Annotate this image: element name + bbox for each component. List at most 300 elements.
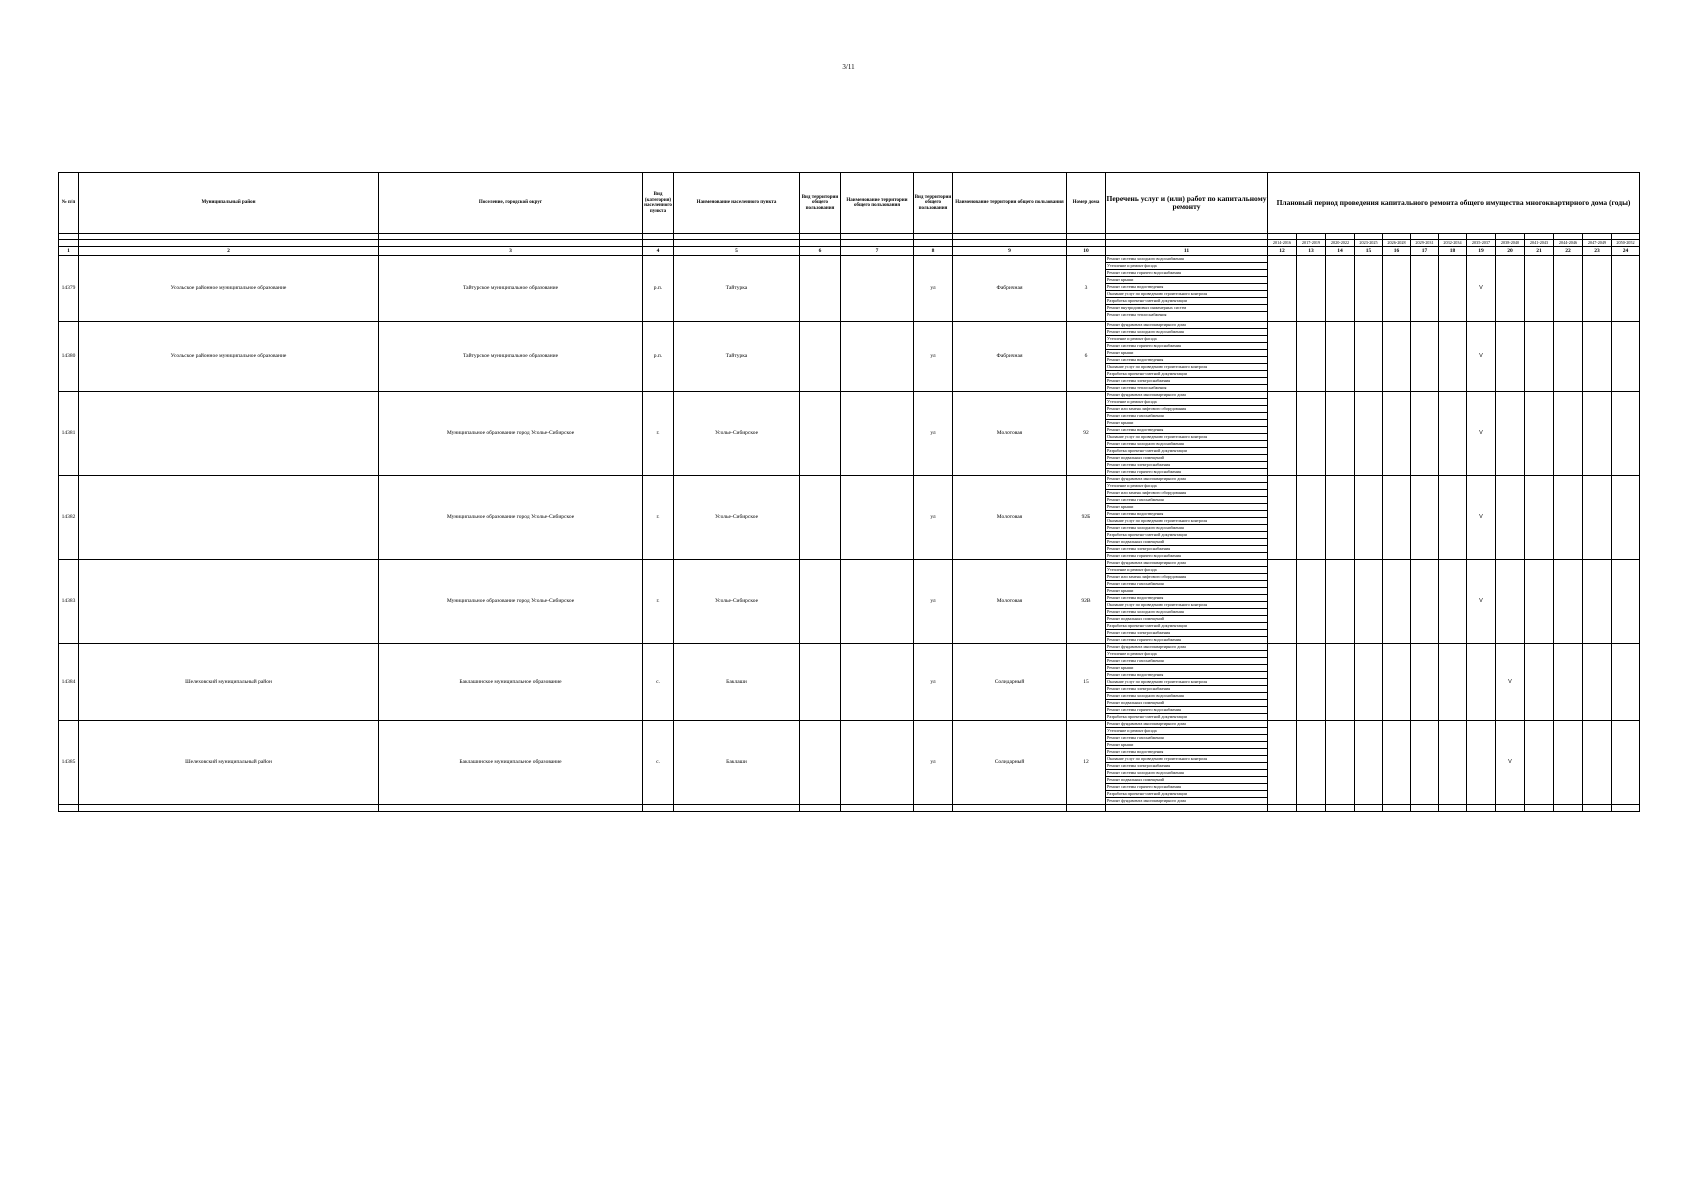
years-row [59,240,1640,247]
work-item: Ремонт крыши [1106,277,1267,284]
years-empty-cell [379,240,643,247]
year-period-label: 2014-2016 [1268,240,1297,247]
period-cell [1268,721,1297,805]
period-cell [1583,256,1612,322]
street-name: Фабричная [953,256,1067,322]
street-type: ул [914,322,953,392]
years-empty-cell [1106,240,1268,247]
years-empty-cell [59,240,79,247]
header-locality: Наименование населенного пункта [674,173,800,234]
year-period-label: 2035-2037 [1467,240,1496,247]
header-plan-period: Плановый период проведения капитального ремонта общего имущества многоквартирного дома (годы) [1268,173,1640,234]
locality-type: р.п. [643,322,674,392]
continued-cell [1554,805,1583,812]
year-period-label: 2026-2028 [1383,240,1411,247]
row-number: 14379 [59,256,79,322]
row-number: 14381 [59,392,79,476]
street-name: Солидарный [953,644,1067,721]
header-locality-type: Вид (категория) населенного пункта [643,173,674,234]
territory-type [800,322,841,392]
period-cell [1411,322,1439,392]
work-item: Утепление и ремонт фасада [1106,336,1267,343]
work-item: Ремонт фундамента многоквартирного дома [1106,560,1267,567]
work-item: Ремонт системы водоотведения [1106,284,1267,291]
column-number: 12 [1268,247,1297,256]
continued-cell [1297,805,1326,812]
street-type: ул [914,560,953,644]
year-period-label: 2041-2043 [1525,240,1554,247]
continued-cell [1106,805,1268,812]
period-cell [1297,392,1326,476]
work-item: Ремонт системы горячего водоснабжения [1106,784,1267,791]
table-row [59,476,1640,560]
period-cell [1326,476,1355,560]
period-cell [1612,476,1640,560]
header-district: Муниципальный район [79,173,379,234]
work-item: Оказание услуг по проведению строительного контроля [1106,291,1267,298]
work-item: Ремонт фундамента многоквартирного дома [1106,322,1267,329]
page-number: 3/11 [842,63,855,71]
period-cell [1326,644,1355,721]
work-item: Ремонт системы горячего водоснабжения [1106,707,1267,714]
work-item: Ремонт системы газоснабжения [1106,658,1267,665]
district-name: Усольское районное муниципальное образование [79,322,379,392]
street-type: ул [914,644,953,721]
work-item: Ремонт фундамента многоквартирного дома [1107,798,1186,803]
house-number: 15 [1067,644,1106,721]
work-item: Ремонт системы электроснабжения [1106,686,1267,693]
work-item: Ремонт подвальных помещений [1106,700,1267,707]
period-cell [1439,560,1467,644]
work-item: Ремонт системы холодного водоснабжения [1106,609,1267,616]
row-number: 14385 [59,721,79,805]
locality-name: Усолье-Сибирское [674,560,800,644]
period-cell [1268,322,1297,392]
territory-name [841,476,914,560]
locality-name: Усолье-Сибирское [674,392,800,476]
planned-period-mark: V [1467,392,1496,476]
locality-name: Тайтурка [674,322,800,392]
work-item: Ремонт системы газоснабжения [1106,497,1267,504]
period-cell [1612,721,1640,805]
work-item: Ремонт системы водоотведения [1106,357,1267,364]
settlement-name: Тайтурское муниципальное образование [379,256,643,322]
continued-cell [800,805,841,812]
work-item: Оказание услуг по проведению строительного контроля [1106,364,1267,371]
work-item: Разработка проектно-сметной документации [1106,791,1267,798]
locality-type: с. [643,721,674,805]
street-name: Молотовая [953,476,1067,560]
territory-type [800,476,841,560]
year-period-label: 2020-2022 [1326,240,1355,247]
period-cell [1297,322,1326,392]
work-item: Ремонт системы горячего водоснабжения [1106,270,1267,277]
column-number: 9 [953,247,1067,256]
continued-cell [79,805,379,812]
work-item: Ремонт крыши [1106,588,1267,595]
territory-name [841,560,914,644]
period-cell [1383,721,1411,805]
period-cell [1439,322,1467,392]
period-cell [1326,322,1355,392]
work-item: Утепление и ремонт фасада [1106,399,1267,406]
settlement-name: Муниципальное образование город Усолье-Сибирское [379,392,643,476]
period-cell [1411,256,1439,322]
work-item: Ремонт крыши [1106,504,1267,511]
continued-cell [1355,805,1383,812]
planned-period-mark: V [1467,476,1496,560]
work-item: Ремонт крыши [1106,350,1267,357]
table-row [59,721,1640,805]
column-number: 13 [1297,247,1326,256]
work-item: Ремонт системы холодного водоснабжения [1106,329,1267,336]
work-item: Ремонт системы газоснабжения [1106,413,1267,420]
work-item: Ремонт системы горячего водоснабжения [1107,637,1181,642]
work-item: Ремонт системы холодного водоснабжения [1106,441,1267,448]
continued-cell [1467,805,1496,812]
locality-type: г. [643,392,674,476]
period-cell [1383,322,1411,392]
works-list [1106,560,1268,644]
column-number: 15 [1355,247,1383,256]
work-item: Утепление и ремонт фасада [1106,651,1267,658]
table-row [59,644,1640,721]
period-cell [1525,476,1554,560]
year-period-label: 2032-2034 [1439,240,1467,247]
work-item: Разработка проектно-сметной документации [1106,448,1267,455]
column-number: 23 [1583,247,1612,256]
years-empty-cell [914,240,953,247]
continued-cell [643,805,674,812]
period-cell [1554,476,1583,560]
period-cell [1525,322,1554,392]
works-list [1106,721,1268,805]
continued-cell [379,805,643,812]
period-cell [1268,392,1297,476]
period-cell [1554,322,1583,392]
period-cell [1268,644,1297,721]
period-cell [1355,256,1383,322]
work-item: Ремонт крыши [1106,742,1267,749]
period-cell [1467,644,1496,721]
work-item: Ремонт подвальных помещений [1106,455,1267,462]
work-item: Оказание услуг по проведению строительного контроля [1106,518,1267,525]
period-cell [1612,644,1640,721]
street-type: ул [914,721,953,805]
district-name: Шелеховский муниципальный район [79,721,379,805]
work-item: Ремонт системы горячего водоснабжения [1107,469,1181,474]
period-cell [1612,560,1640,644]
period-cell [1297,476,1326,560]
locality-name: Баклаши [674,721,800,805]
planned-period-mark: V [1467,560,1496,644]
period-cell [1439,644,1467,721]
work-item: Ремонт подвальных помещений [1106,539,1267,546]
house-number: 12 [1067,721,1106,805]
period-cell [1439,721,1467,805]
table-row [59,392,1640,476]
column-number: 4 [643,247,674,256]
period-cell [1411,476,1439,560]
work-item: Ремонт системы водоотведения [1106,749,1267,756]
header-street-name: Наименование территории общего пользования [953,173,1067,234]
period-cell [1297,721,1326,805]
continued-cell [1439,805,1467,812]
work-item: Ремонт или замена лифтового оборудования [1106,406,1267,413]
header-street-type: Вид территории общего пользования [914,173,953,234]
locality-name: Тайтурка [674,256,800,322]
territory-type [800,256,841,322]
years-empty-cell [79,240,379,247]
period-cell [1297,644,1326,721]
period-cell [1496,322,1525,392]
street-type: ул [914,476,953,560]
settlement-name: Баклашинское муниципальное образование [379,644,643,721]
work-item: Ремонт системы водоотведения [1106,672,1267,679]
street-type: ул [914,392,953,476]
continued-cell [1411,805,1439,812]
locality-name: Усолье-Сибирское [674,476,800,560]
year-period-label: 2029-2031 [1411,240,1439,247]
period-cell [1612,392,1640,476]
period-cell [1612,256,1640,322]
work-item: Ремонт фундамента многоквартирного дома [1106,476,1267,483]
header-territory-type: Вид территории общего пользования [800,173,841,234]
works-list [1106,644,1268,721]
period-cell [1411,560,1439,644]
header-row [59,173,1640,234]
work-item: Ремонт системы холодного водоснабжения [1106,525,1267,532]
column-number: 20 [1496,247,1525,256]
period-cell [1355,721,1383,805]
period-cell [1355,322,1383,392]
locality-type: г. [643,476,674,560]
district-name [79,476,379,560]
planned-period-mark: V [1467,256,1496,322]
territory-type [800,392,841,476]
settlement-name: Муниципальное образование город Усолье-Сибирское [379,560,643,644]
work-item: Ремонт системы электроснабжения [1106,462,1267,469]
works-list [1106,256,1268,322]
column-number: 2 [79,247,379,256]
street-name: Молотовая [953,560,1067,644]
work-item: Ремонт системы водоотведения [1106,511,1267,518]
work-item: Ремонт системы теплоснабжения [1107,385,1167,390]
period-cell [1411,644,1439,721]
column-number: 24 [1612,247,1640,256]
continued-cell [1583,805,1612,812]
locality-name: Баклаши [674,644,800,721]
work-item: Утепление и ремонт фасада [1106,263,1267,270]
continued-row [59,805,1640,812]
work-item: Разработка проектно-сметной документации [1107,714,1187,719]
column-number: 16 [1383,247,1411,256]
year-period-label: 2050-2052 [1612,240,1640,247]
period-cell [1583,721,1612,805]
period-cell [1554,721,1583,805]
continued-cell [1525,805,1554,812]
work-item: Оказание услуг по проведению строительного контроля [1106,756,1267,763]
work-item: Ремонт системы водоотведения [1106,595,1267,602]
years-empty-cell [800,240,841,247]
continued-cell [674,805,800,812]
years-empty-cell [953,240,1067,247]
column-number: 3 [379,247,643,256]
period-cell [1525,560,1554,644]
continued-cell [914,805,953,812]
work-item: Ремонт крыши [1106,420,1267,427]
work-item: Ремонт внутридомовых инженерных систем [1106,305,1267,312]
work-item: Оказание услуг по проведению строительного контроля [1106,602,1267,609]
column-number: 18 [1439,247,1467,256]
period-cell [1467,721,1496,805]
work-item: Ремонт фундамента многоквартирного дома [1106,392,1267,399]
row-number: 14383 [59,560,79,644]
work-item: Ремонт системы электроснабжения [1106,378,1267,385]
period-cell [1355,560,1383,644]
capital-repair-register-table [58,172,1640,812]
work-item: Разработка проектно-сметной документации [1106,532,1267,539]
house-number: 92Б [1067,476,1106,560]
work-item: Ремонт подвальных помещений [1106,616,1267,623]
period-cell [1383,392,1411,476]
period-cell [1439,256,1467,322]
planned-period-mark: V [1496,721,1525,805]
period-cell [1583,644,1612,721]
settlement-name: Баклашинское муниципальное образование [379,721,643,805]
work-item: Ремонт или замена лифтового оборудования [1106,490,1267,497]
column-number: 19 [1467,247,1496,256]
continued-cell [1326,805,1355,812]
period-cell [1525,644,1554,721]
work-item: Ремонт системы газоснабжения [1106,735,1267,742]
table-row [59,256,1640,322]
period-cell [1355,476,1383,560]
work-item: Ремонт системы электроснабжения [1106,630,1267,637]
continued-cell [953,805,1067,812]
year-period-label: 2044-2046 [1554,240,1583,247]
period-cell [1355,644,1383,721]
years-empty-cell [841,240,914,247]
work-item: Оказание услуг по проведению строительного контроля [1106,679,1267,686]
period-cell [1525,256,1554,322]
table-row [59,560,1640,644]
planned-period-mark: V [1467,322,1496,392]
locality-type: р.п. [643,256,674,322]
continued-cell [1496,805,1525,812]
period-cell [1583,322,1612,392]
row-number: 14380 [59,322,79,392]
period-cell [1439,392,1467,476]
column-number: 17 [1411,247,1439,256]
work-item: Ремонт или замена лифтового оборудования [1106,574,1267,581]
work-item: Разработка проектно-сметной документации [1106,298,1267,305]
period-cell [1554,560,1583,644]
district-name [79,560,379,644]
work-item: Ремонт фундамента многоквартирного дома [1106,644,1267,651]
period-cell [1326,256,1355,322]
territory-name [841,322,914,392]
column-number: 6 [800,247,841,256]
locality-type: с. [643,644,674,721]
period-cell [1439,476,1467,560]
works-list [1106,392,1268,476]
territory-type [800,721,841,805]
period-cell [1496,392,1525,476]
column-number-row [59,247,1640,256]
work-item: Ремонт системы теплоснабжения [1107,312,1167,317]
row-number: 14382 [59,476,79,560]
header-num: № п/п [59,173,79,234]
column-number: 22 [1554,247,1583,256]
work-item: Утепление и ремонт фасада [1106,567,1267,574]
column-number: 5 [674,247,800,256]
street-name: Фабричная [953,322,1067,392]
register-body [59,256,1640,812]
locality-type: г. [643,560,674,644]
period-cell [1383,644,1411,721]
continued-cell [1612,805,1640,812]
period-cell [1583,392,1612,476]
work-item: Ремонт фундамента многоквартирного дома [1106,721,1267,728]
header-settlement: Поселение, городской округ [379,173,643,234]
years-empty-cell [674,240,800,247]
work-item: Утепление и ремонт фасада [1106,483,1267,490]
row-number: 14384 [59,644,79,721]
column-number: 14 [1326,247,1355,256]
work-item: Ремонт системы горячего водоснабжения [1107,553,1181,558]
period-cell [1326,560,1355,644]
column-number: 11 [1106,247,1268,256]
period-cell [1554,392,1583,476]
period-cell [1612,322,1640,392]
period-cell [1268,256,1297,322]
street-type: ул [914,256,953,322]
work-item: Ремонт крыши [1106,665,1267,672]
district-name: Шелеховский муниципальный район [79,644,379,721]
table-row [59,322,1640,392]
continued-cell [1268,805,1297,812]
work-item: Разработка проектно-сметной документации [1106,623,1267,630]
period-cell [1554,644,1583,721]
period-cell [1268,476,1297,560]
work-item: Ремонт системы холодного водоснабжения [1106,256,1267,263]
planned-period-mark: V [1496,644,1525,721]
header-territory-name: Наименование территории общего пользования [841,173,914,234]
column-number: 21 [1525,247,1554,256]
period-cell [1297,256,1326,322]
period-cell [1525,392,1554,476]
period-cell [1268,560,1297,644]
work-item: Ремонт системы водоотведения [1106,427,1267,434]
year-period-label: 2017-2019 [1297,240,1326,247]
works-list [1106,322,1268,392]
territory-name [841,256,914,322]
period-cell [1383,476,1411,560]
territory-name [841,644,914,721]
years-empty-cell [1067,240,1106,247]
house-number: 92 [1067,392,1106,476]
continued-cell [841,805,914,812]
work-item: Ремонт системы холодного водоснабжения [1106,770,1267,777]
period-cell [1383,560,1411,644]
column-number: 10 [1067,247,1106,256]
continued-cell [1067,805,1106,812]
period-cell [1355,392,1383,476]
period-cell [1525,721,1554,805]
column-number: 7 [841,247,914,256]
year-period-label: 2023-2025 [1355,240,1383,247]
